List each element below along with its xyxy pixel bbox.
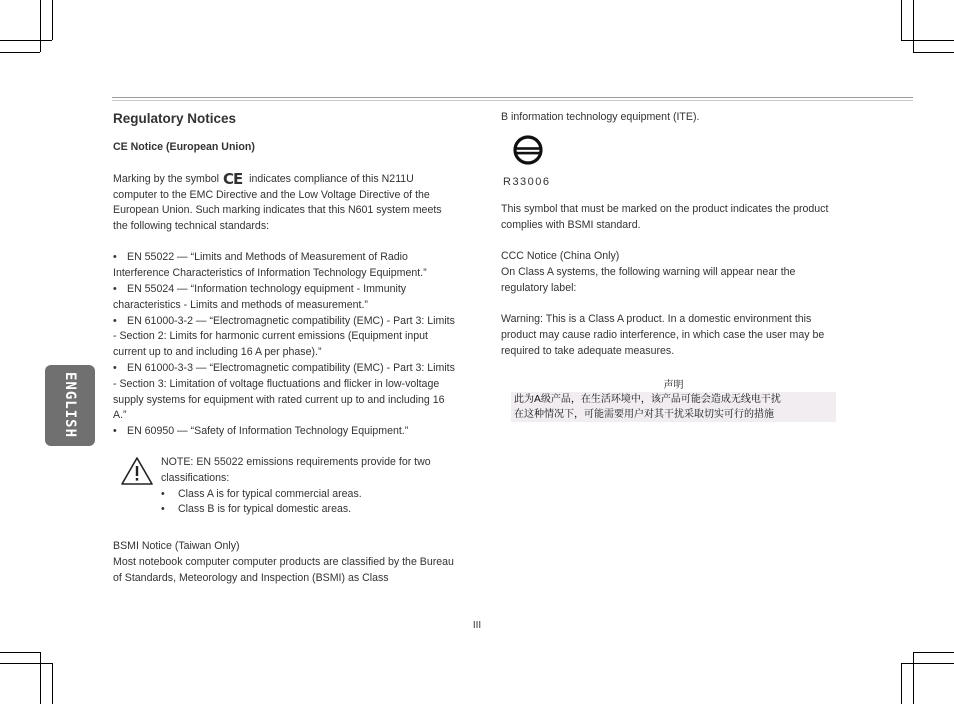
warning-text: Warning: This is a Class A product. In a domestic environment this product may cause radio interference, in which case the user may be required to take adequate measures. bbox=[501, 313, 825, 357]
left-column bbox=[113, 110, 458, 587]
crop-mark bbox=[0, 652, 40, 653]
warning-icon bbox=[120, 456, 154, 492]
note-item-text: Class B is for typical domestic areas. bbox=[178, 503, 352, 516]
page-title: Regulatory Notices bbox=[113, 111, 237, 126]
chinese-line: 在这种情况下，可能需要用户对其干扰采取切实可行的措施 bbox=[511, 407, 836, 422]
ce-marking-paragraph bbox=[113, 169, 458, 235]
symbol-text: This symbol that must be marked on the product indicates the product complies with BSMI standard. bbox=[501, 203, 829, 232]
header-rule bbox=[112, 97, 913, 101]
list-item: • Class A is for typical commercial areas. bbox=[161, 487, 362, 500]
chinese-title: 声明 bbox=[663, 379, 684, 391]
bsmi-text: Most notebook computer computer products are classified by the Bureau of Standards, Meteorology and Inspection (BSMI) as Class bbox=[113, 556, 454, 584]
crop-mark bbox=[901, 0, 902, 40]
language-tab bbox=[45, 365, 95, 446]
crop-mark bbox=[52, 0, 53, 40]
crop-mark bbox=[913, 52, 954, 53]
list-item: • EN 61000-3-2 — “Electromagnetic compatibility (EMC) - Part 3: Limits - Section 2: Limits for harmonic current emissions (Equipment input current up to and including 16 A per phase).” bbox=[113, 314, 455, 359]
bsmi-number: R33006 bbox=[503, 175, 551, 188]
crop-mark bbox=[901, 663, 954, 664]
bsmi-mark bbox=[503, 135, 841, 191]
crop-mark bbox=[913, 652, 914, 704]
ccc-heading: CCC Notice (China Only) bbox=[501, 250, 620, 263]
ce-mark-icon: CE bbox=[222, 169, 243, 188]
marking-text-post: indicates compliance of this N211U computer to the EMC Directive and the Low Voltage Directive of the European Union. Such marking indicates that this N601 system meets the following technical standards: bbox=[113, 172, 442, 233]
chinese-warning-label bbox=[511, 379, 836, 422]
crop-mark bbox=[901, 40, 954, 41]
crop-mark bbox=[901, 663, 902, 704]
list-item: • EN 60950 — “Safety of Information Technology Equipment.” bbox=[113, 425, 409, 438]
ccc-text: On Class A systems, the following warning will appear near the regulatory label: bbox=[501, 266, 796, 295]
bsmi-logo-icon bbox=[503, 135, 555, 167]
right-column bbox=[501, 110, 841, 422]
crop-mark bbox=[0, 52, 40, 53]
note-item-text: Class A is for typical commercial areas. bbox=[178, 487, 362, 500]
standard-text: EN 55024 — “Information technology equipment - Immunity characteristics - Limits and methods of measurement.” bbox=[113, 283, 407, 311]
chinese-line: 此为A级产品，在生活环境中，该产品可能会造成无线电干扰 bbox=[511, 392, 836, 407]
ce-notice-heading: CE Notice (European Union) bbox=[113, 141, 255, 153]
standard-text: EN 55022 — “Limits and Methods of Measurement of Radio Interference Characteristics of Information Technology Equipment.” bbox=[113, 251, 427, 280]
crop-mark bbox=[0, 663, 52, 664]
crop-mark bbox=[0, 40, 52, 41]
standard-text: EN 61000-3-3 — “Electromagnetic compatibility (EMC) - Part 3: Limits - Section 3: Limitation of voltage fluctuations and flicker in low-voltage supply systems for equipment with rated current up to and including 16 A.” bbox=[113, 362, 455, 422]
standards-list bbox=[113, 250, 458, 440]
crop-mark bbox=[40, 652, 41, 704]
list-item: • Class B is for typical domestic areas. bbox=[161, 503, 352, 516]
crop-mark bbox=[40, 0, 41, 52]
crop-mark bbox=[913, 652, 954, 653]
note-block bbox=[113, 455, 458, 518]
language-tab-label: ENGLISH bbox=[62, 371, 78, 439]
list-item: • EN 55024 — “Information technology equipment - Immunity characteristics - Limits and methods of measurement.” bbox=[113, 283, 407, 311]
list-item: • EN 55022 — “Limits and Methods of Measurement of Radio Interference Characteristics of Information Technology Equipment.” bbox=[113, 251, 427, 280]
list-item: • EN 61000-3-3 — “Electromagnetic compatibility (EMC) - Part 3: Limits - Section 3: Limitation of voltage fluctuations and flicker in low-voltage supply systems for equipment with rated current up to and including 16 A.” bbox=[113, 362, 455, 422]
standard-text: EN 61000-3-2 — “Electromagnetic compatibility (EMC) - Part 3: Limits - Section 2: Limits for harmonic current emissions (Equipment input current up to and including 16 A per phase).” bbox=[113, 314, 455, 359]
crop-mark bbox=[913, 0, 914, 52]
continued-text: B information technology equipment (ITE). bbox=[501, 111, 700, 123]
note-list bbox=[161, 487, 458, 519]
note-text: NOTE: EN 55022 emissions requirements provide for two classifications: bbox=[161, 456, 431, 484]
crop-mark bbox=[52, 663, 53, 704]
standard-text: EN 60950 — “Safety of Information Technology Equipment.” bbox=[127, 425, 409, 438]
bsmi-heading: BSMI Notice (Taiwan Only) bbox=[113, 540, 240, 553]
page-number: III bbox=[472, 620, 482, 631]
marking-text-pre: Marking by the symbol bbox=[113, 172, 219, 185]
